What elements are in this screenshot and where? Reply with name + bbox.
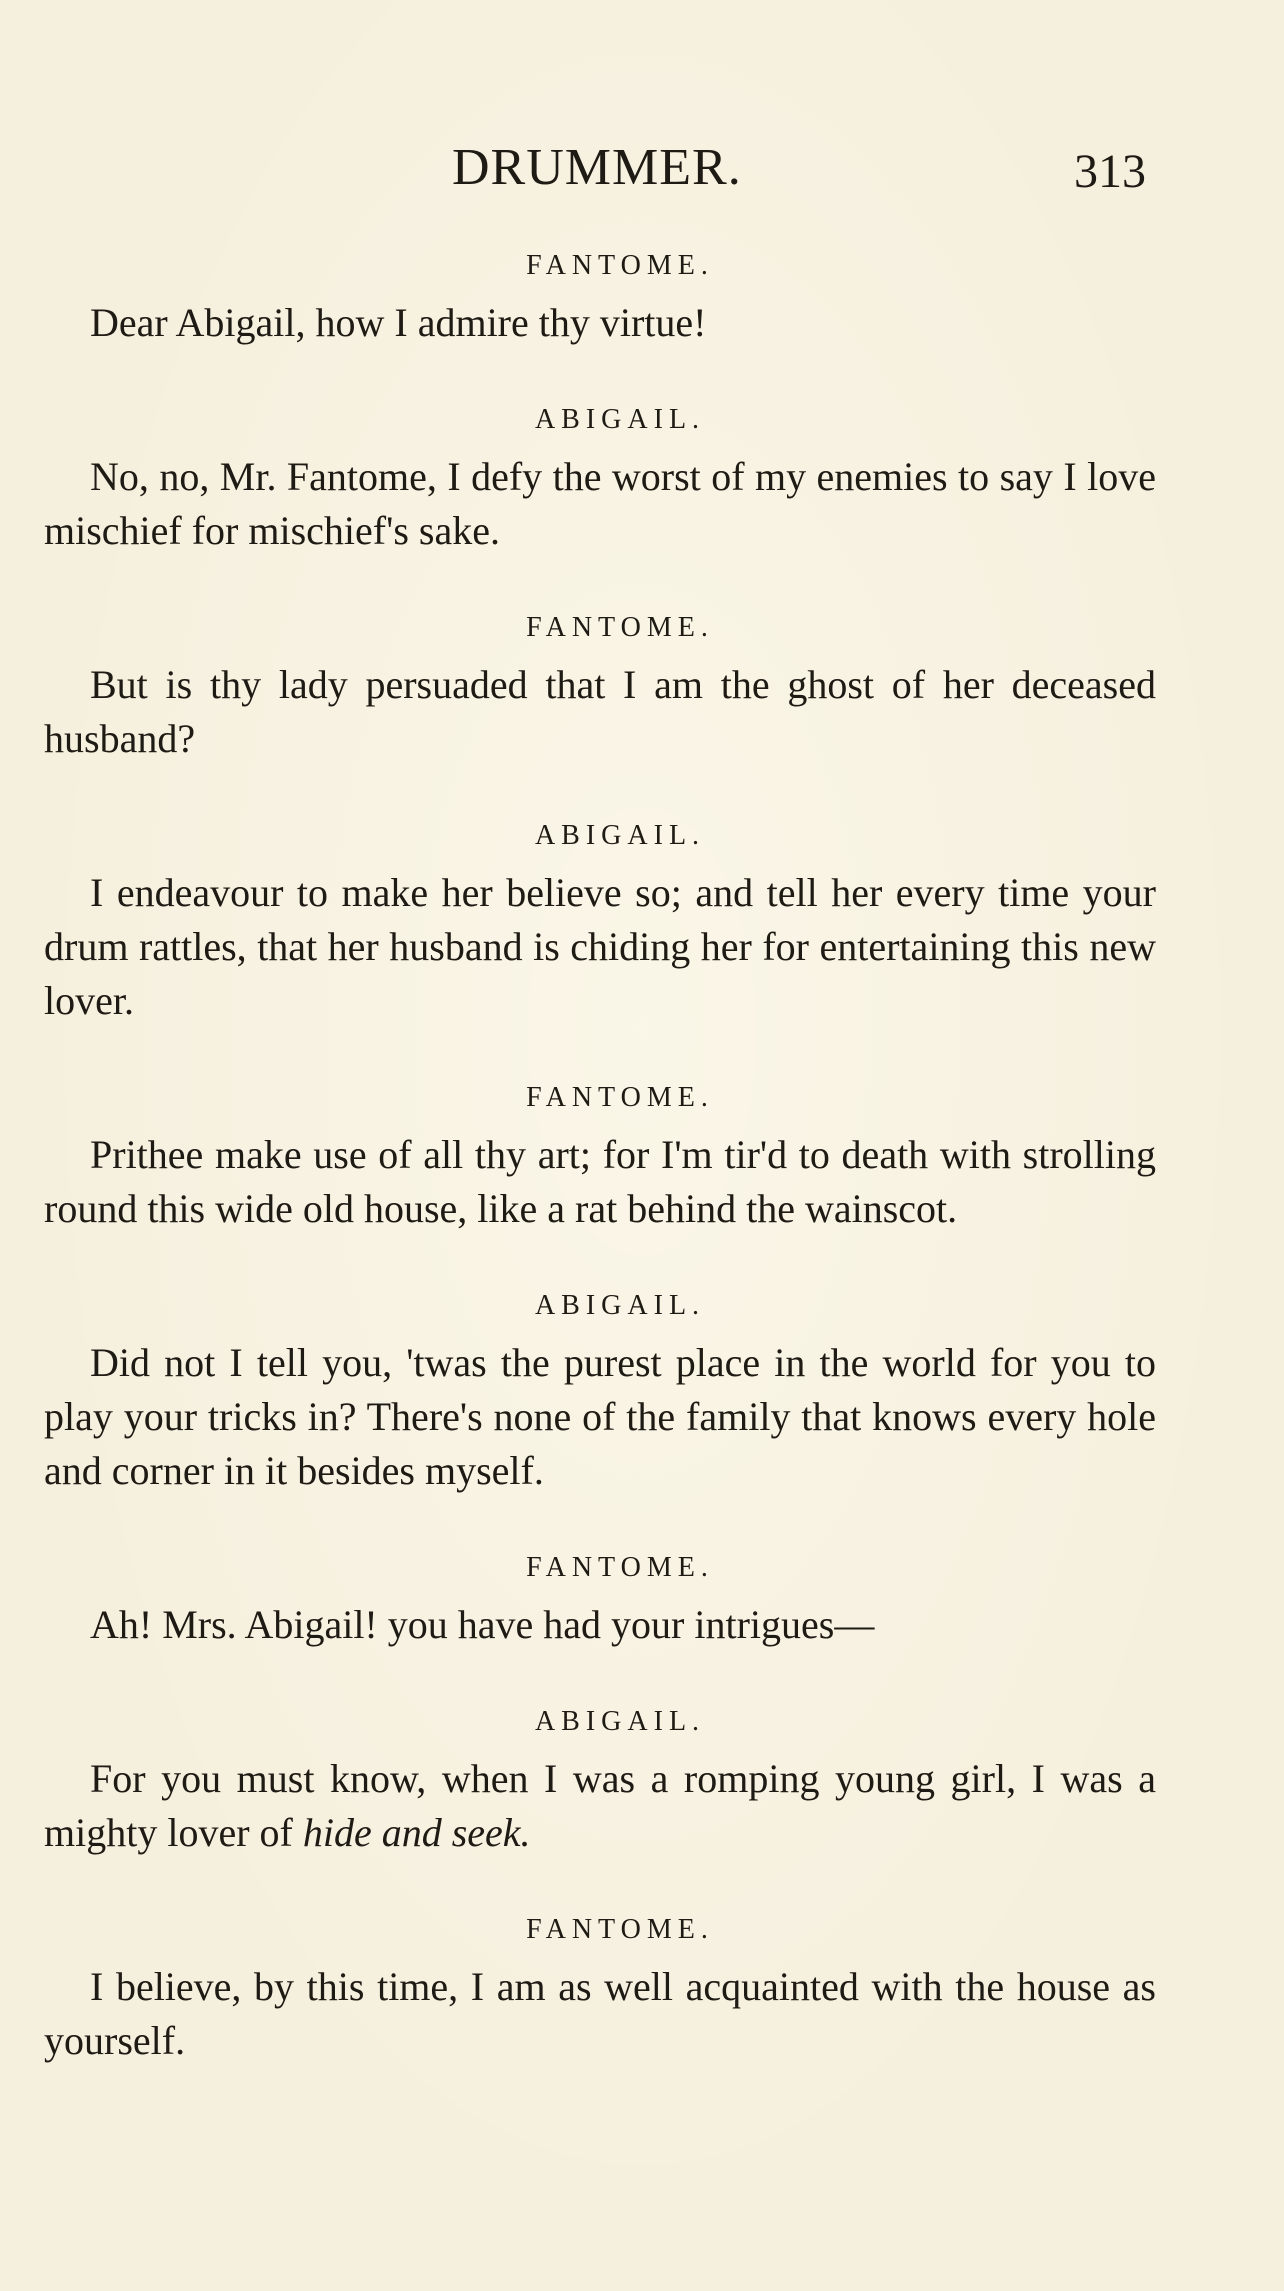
speech-text xyxy=(44,1752,1156,1860)
speech-text: I believe, by this time, I am as well acquainted with the house as yourself. xyxy=(44,1964,1156,2063)
speech-text-roman: For you must know, when I was a romping young girl, I was a mighty lover of xyxy=(44,1756,1156,1855)
speaker-name: FANTOME. xyxy=(526,612,714,643)
speaker-name: FANTOME. xyxy=(526,250,714,281)
page-number: 313 xyxy=(1074,145,1146,198)
speaker-name: FANTOME. xyxy=(526,1914,714,1945)
speech-text: Dear Abigail, how I admire thy virtue! xyxy=(90,300,707,345)
speech-text-italic: hide and seek. xyxy=(302,1810,531,1855)
speaker-name: FANTOME. xyxy=(526,1082,714,1113)
speech-text: Did not I tell you, 'twas the purest place in the world for you to play your tricks in? There's none of the family that knows every hole and corner in it besides myself. xyxy=(44,1340,1156,1493)
speech-text: Prithee make use of all thy art; for I'm tir'd to death with strolling round this wide old house, like a rat behind the wainscot. xyxy=(44,1132,1156,1231)
speaker-name: ABIGAIL. xyxy=(534,1706,706,1737)
speaker-name: ABIGAIL. xyxy=(534,1290,706,1321)
speech-text: I endeavour to make her believe so; and tell her every time your drum rattles, that her husband is chiding her for entertaining this new lover. xyxy=(44,870,1156,1023)
speech-text: No, no, Mr. Fantome, I defy the worst of my enemies to say I love mischief for mischief's sake. xyxy=(44,454,1156,553)
speech-text: But is thy lady persuaded that I am the ghost of her deceased husband? xyxy=(44,662,1156,761)
dialogue-body xyxy=(44,248,1156,2120)
running-title: DRUMMER. xyxy=(452,139,742,196)
page-header xyxy=(0,138,1284,198)
speaker-name: ABIGAIL. xyxy=(534,404,706,435)
speaker-name: ABIGAIL. xyxy=(534,820,706,851)
speech-text: Ah! Mrs. Abigail! you have had your intrigues— xyxy=(90,1602,875,1647)
speaker-name: FANTOME. xyxy=(526,1552,714,1583)
